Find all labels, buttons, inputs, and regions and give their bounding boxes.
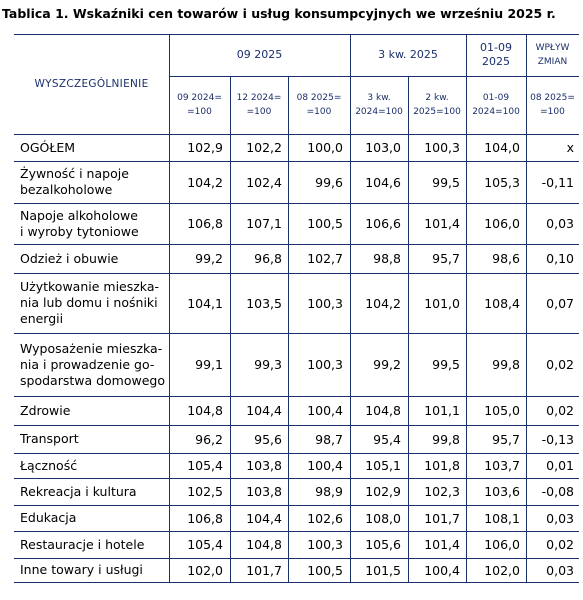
row-value: 100,5 (307, 562, 343, 578)
row-value: 108,4 (484, 295, 520, 311)
row-value: 101,4 (424, 537, 460, 552)
row-value: 103,5 (246, 295, 282, 311)
row-value: 98,7 (315, 431, 343, 447)
row-value: -0,08 (541, 484, 574, 499)
table-title: Tablica 1. Wskaźniki cen towarów i usług konsumpcyjnych we wrześniu 2025 r. (2, 6, 556, 21)
row-label: Inne towary i usługi (20, 562, 143, 577)
row-value: 101,7 (246, 562, 282, 578)
row-value: 102,2 (246, 140, 282, 155)
row-value: 102,0 (484, 562, 520, 578)
row-value: 99,5 (432, 174, 460, 190)
row-value: 103,7 (484, 458, 520, 473)
row-value: 105,4 (187, 458, 223, 473)
row-label: Wyposażenie mieszka- nia i prowadzenie go- spodarstwa domowego (20, 340, 166, 388)
row-value: 105,4 (187, 537, 223, 552)
row-value: 102,9 (365, 484, 401, 499)
row-value: 104,6 (365, 174, 401, 190)
row-value: 104,1 (187, 295, 223, 311)
row-value: 95,6 (254, 431, 282, 447)
row-value: 99,3 (254, 357, 282, 372)
row-value: 95,7 (492, 431, 520, 447)
row-value: 101,0 (424, 295, 460, 311)
header-label-main: WYSZCZEGÓLNIENIE (34, 78, 149, 90)
row-value: 98,9 (315, 484, 343, 499)
row-value: 98,6 (492, 251, 520, 266)
row-value: 103,6 (484, 484, 520, 499)
row-value: 104,8 (187, 403, 223, 418)
row-label: Odzież i obuwie (20, 250, 119, 266)
header-sub-4: 2 kw. 2025=100 (413, 93, 461, 117)
row-value: 102,4 (246, 174, 282, 190)
row-value: 100,4 (424, 562, 460, 578)
row-label: Łączność (20, 457, 78, 473)
row-value: 105,3 (484, 174, 520, 190)
row-value: 0,07 (546, 295, 574, 311)
header-group-3kw-2025: 3 kw. 2025 (378, 48, 438, 61)
row-divider (14, 582, 579, 583)
row-value: 0,02 (546, 537, 574, 552)
row-value: x (566, 140, 574, 155)
header-group-wplyw: WPŁYW ZMIAN (535, 43, 570, 67)
row-value: 102,9 (187, 140, 223, 155)
row-value: 102,3 (424, 484, 460, 499)
row-value: 0,03 (546, 216, 574, 231)
row-value: 105,0 (484, 403, 520, 418)
row-value: 99,6 (315, 174, 343, 190)
row-value: 106,0 (484, 537, 520, 552)
row-label: Rekreacja i kultura (20, 483, 137, 499)
row-value: 103,0 (365, 140, 401, 155)
row-value: 0,02 (546, 357, 574, 372)
row-value: 106,8 (187, 216, 223, 231)
row-value: 0,02 (546, 403, 574, 418)
header-sub-2: 08 2025= =100 (296, 93, 342, 117)
row-value: 99,8 (492, 357, 520, 372)
row-label: Transport (20, 431, 79, 446)
row-value: 100,3 (424, 140, 460, 155)
row-label: Użytkowanie mieszka- nia lub domu i nośniki energii (20, 279, 159, 326)
row-value: 102,0 (187, 562, 223, 578)
row-value: 99,8 (432, 431, 460, 447)
row-value: 104,4 (246, 510, 282, 526)
row-label: Restauracje i hotele (20, 536, 145, 552)
row-value: 105,6 (365, 537, 401, 552)
row-value: 101,5 (365, 562, 401, 578)
row-value: 0,10 (546, 251, 574, 266)
header-sub-3: 3 kw. 2024=100 (355, 93, 403, 117)
row-label: Edukacja (20, 510, 77, 525)
row-label: Zdrowie (20, 402, 71, 418)
row-value: 103,8 (246, 458, 282, 473)
row-value: 0,03 (546, 510, 574, 526)
row-value: 106,8 (187, 510, 223, 526)
row-value: 106,0 (484, 216, 520, 231)
row-value: 95,7 (432, 251, 460, 266)
row-value: 104,4 (246, 403, 282, 418)
row-value: 104,0 (484, 140, 520, 155)
row-value: 100,3 (307, 537, 343, 552)
row-value: 104,8 (246, 537, 282, 552)
header-sub-0: 09 2024= =100 (177, 93, 222, 117)
row-value: 100,4 (307, 403, 343, 418)
row-value: 105,1 (365, 458, 401, 473)
row-value: 104,8 (365, 403, 401, 418)
row-value: 0,03 (546, 562, 574, 578)
row-value: 101,4 (424, 216, 460, 231)
header-group-01-09-2025: 01-09 2025 (480, 41, 512, 68)
row-value: 108,0 (365, 510, 401, 526)
row-value: 0,01 (546, 458, 574, 473)
row-value: 102,7 (307, 251, 343, 266)
row-value: 101,8 (424, 458, 460, 473)
price-index-table (14, 34, 579, 582)
row-value: 96,2 (195, 431, 223, 447)
row-value: 96,8 (254, 251, 282, 266)
row-label: OGÓŁEM (20, 139, 76, 155)
row-value: 100,3 (307, 357, 343, 372)
row-value: 100,3 (307, 295, 343, 311)
row-value: 104,2 (187, 174, 223, 190)
row-value: 99,1 (195, 357, 223, 372)
header-group-09-2025: 09 2025 (236, 48, 283, 61)
row-value: -0,13 (541, 431, 574, 447)
row-value: 100,0 (307, 140, 343, 155)
row-value: 95,4 (373, 431, 401, 447)
row-value: 106,6 (365, 216, 401, 231)
row-value: 107,1 (246, 216, 282, 231)
row-value: 99,2 (195, 251, 223, 266)
row-value: 108,1 (484, 510, 520, 526)
row-value: 99,2 (373, 357, 401, 372)
row-value: 100,5 (307, 216, 343, 231)
row-value: 102,5 (187, 484, 223, 499)
row-value: 98,8 (373, 251, 401, 266)
row-value: -0,11 (541, 174, 574, 190)
row-value: 99,5 (432, 357, 460, 372)
header-sub-6: 08 2025= =100 (530, 93, 575, 117)
row-value: 100,4 (307, 458, 343, 473)
row-value: 101,1 (424, 403, 460, 418)
row-label: Żywność i napoje bezalkoholowe (20, 166, 129, 197)
row-value: 101,7 (424, 510, 460, 526)
row-value: 104,2 (365, 295, 401, 311)
header-sub-5: 01-09 2024=100 (472, 93, 520, 117)
row-value: 102,6 (307, 510, 343, 526)
row-value: 103,8 (246, 484, 282, 499)
header-sub-1: 12 2024= =100 (236, 93, 282, 117)
row-label: Napoje alkoholowe i wyroby tytoniowe (20, 207, 139, 239)
